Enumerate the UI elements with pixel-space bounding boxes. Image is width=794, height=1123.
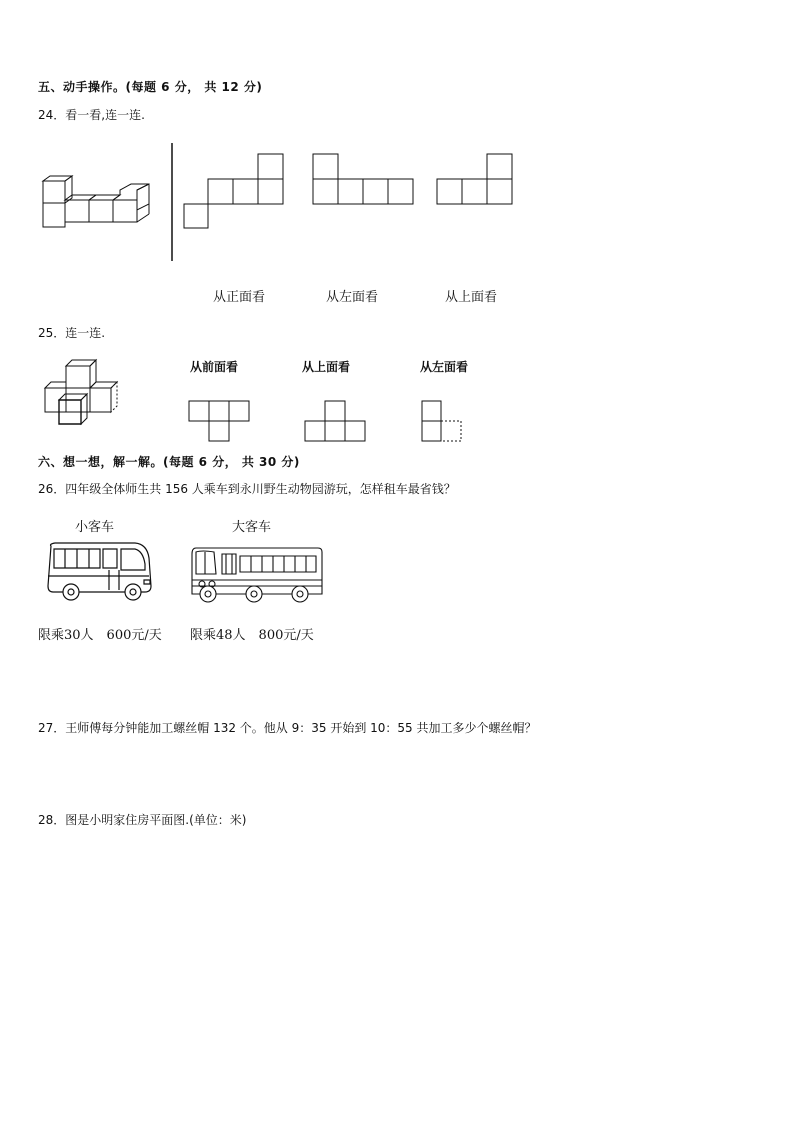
q24-view-a (183, 153, 285, 230)
question-25-text: 25．连一连. (38, 326, 106, 340)
small-bus-icon (45, 540, 155, 604)
q25-cube-figure (42, 358, 122, 426)
question-24-text: 24．看一看,连一连. (38, 108, 145, 122)
q25-view-b (304, 400, 368, 443)
question-27-text: 27．王师傅每分钟能加工螺丝帽 132 个。他从 9：35 开始到 10：55 共加工多少个螺丝帽？ (38, 721, 537, 735)
question-28-text: 28．图是小明家住房平面图.(单位：米) (38, 813, 247, 827)
large-bus-icon (188, 544, 324, 606)
q25-label-top: 从上面看 (302, 360, 351, 374)
q24-view-c (436, 153, 514, 205)
small-bus-info: 限乘30人 600元/天 (38, 628, 162, 643)
q25-label-left: 从左面看 (420, 360, 469, 374)
q24-view-b (312, 153, 414, 205)
small-bus-name: 小客车 (75, 520, 115, 535)
question-26-text: 26．四年级全体师生共 156 人乘车到永川野生动物园游玩，怎样租车最省钱？ (38, 482, 456, 496)
q25-view-c (421, 400, 465, 443)
q24-label-left: 从左面看 (326, 290, 379, 305)
q24-divider-line (170, 143, 174, 261)
section-6-title: 六、想一想，解一解。(每题 6 分， 共 30 分) (38, 455, 300, 469)
q24-cube-figure (40, 174, 155, 230)
section-5-title: 五、动手操作。(每题 6 分， 共 12 分) (38, 80, 263, 94)
large-bus-info: 限乘48人 800元/天 (190, 628, 314, 643)
q25-view-a (188, 400, 252, 443)
q25-label-front: 从前面看 (190, 360, 239, 374)
q24-label-top: 从上面看 (445, 290, 498, 305)
large-bus-name: 大客车 (232, 520, 272, 535)
q24-label-front: 从正面看 (213, 290, 266, 305)
